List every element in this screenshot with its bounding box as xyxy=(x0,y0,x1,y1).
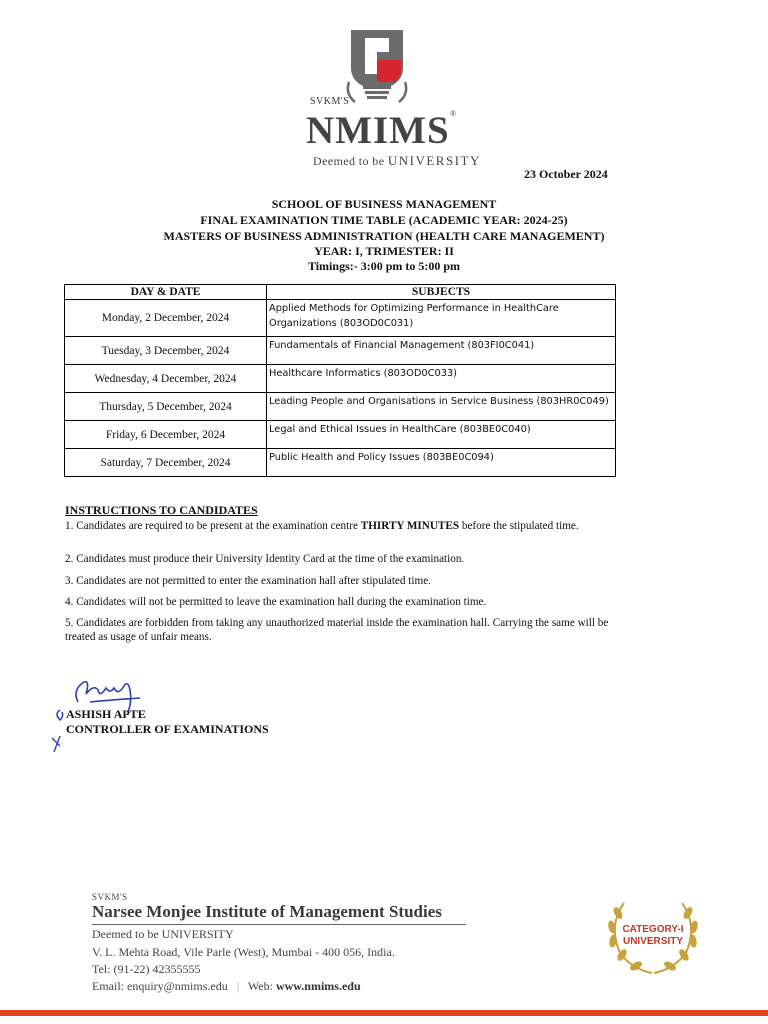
timetable-title: FINAL EXAMINATION TIME TABLE (ACADEMIC YEAR: 2024-25) xyxy=(200,213,568,227)
exam-day: Saturday, 7 December, 2024 xyxy=(65,449,267,477)
badge-line2: UNIVERSITY xyxy=(622,936,684,947)
footer-tel: Tel: (91-22) 42355555 xyxy=(92,962,201,976)
table-row xyxy=(65,449,616,477)
exam-subject: Leading People and Organisations in Service Business (803HR0C049) xyxy=(267,393,616,421)
program-name: MASTERS OF BUSINESS ADMINISTRATION (HEALTH CARE MANAGEMENT) xyxy=(163,229,605,243)
year-trimester: YEAR: I, TRIMESTER: II xyxy=(314,244,454,258)
footer-web-label: Web: xyxy=(247,979,273,993)
timings: Timings:- 3:00 pm to 5:00 pm xyxy=(307,259,461,273)
instructions-title: INSTRUCTIONS TO CANDIDATES xyxy=(65,503,258,517)
instruction-item: 4. Candidates will not be permitted to leave the examination hall during the examination time. xyxy=(65,596,487,608)
instruction-item: 5. Candidates are forbidden from taking any unauthorized material inside the examination hall. Carrying the same will be treated as usage of unfair means. xyxy=(65,617,609,643)
registered-mark: ® xyxy=(450,109,457,118)
footer-divider xyxy=(92,924,466,925)
table-row xyxy=(65,365,616,393)
logo-nmims-text: NMIMS xyxy=(306,109,450,152)
footer-email[interactable]: Email: enquiry@nmims.edu xyxy=(92,979,228,993)
exam-day: Monday, 2 December, 2024 xyxy=(65,300,267,337)
nmims-logo xyxy=(343,28,411,114)
column-header-day-date: DAY & DATE xyxy=(65,285,267,300)
table-row xyxy=(65,300,616,337)
footer-svkm: SVKM'S xyxy=(92,892,128,902)
footer-institute-name: Narsee Monjee Institute of Management Studies xyxy=(92,902,442,921)
exam-subject: Legal and Ethical Issues in HealthCare (803BE0C040) xyxy=(267,421,616,449)
exam-subject: Fundamentals of Financial Management (803FI0C041) xyxy=(267,337,616,365)
footer-address: V. L. Mehta Road, Vile Parle (West), Mumbai - 400 056, India. xyxy=(92,945,395,959)
exam-subject: Applied Methods for Optimizing Performance in HealthCare Organizations (803OD0C031) xyxy=(267,300,616,337)
table-row xyxy=(65,393,616,421)
footer-color-bar xyxy=(0,1010,768,1016)
instruction-item: 3. Candidates are not permitted to enter the examination hall after stipulated time. xyxy=(65,575,431,587)
exam-timetable xyxy=(64,284,616,477)
instruction-item: 2. Candidates must produce their University Identity Card at the time of the examination. xyxy=(65,553,465,565)
school-name: SCHOOL OF BUSINESS MANAGEMENT xyxy=(271,197,497,211)
signatory-title: CONTROLLER OF EXAMINATIONS xyxy=(66,722,269,736)
footer-deemed: Deemed to be UNIVERSITY xyxy=(92,927,234,941)
exam-subject: Healthcare Informatics (803OD0C033) xyxy=(267,365,616,393)
footer-separator: | xyxy=(236,979,240,993)
footer-contact xyxy=(92,979,361,994)
signatory-name: ASHISH APTE xyxy=(66,707,146,721)
instruction-item: 1. Candidates are required to be present at the examination centre THIRTY MINUTES before the stipulated time. xyxy=(65,520,579,532)
exam-day: Wednesday, 4 December, 2024 xyxy=(65,365,267,393)
exam-day: Friday, 6 December, 2024 xyxy=(65,421,267,449)
table-row xyxy=(65,337,616,365)
category-badge xyxy=(598,895,708,977)
table-header-row xyxy=(65,285,616,300)
footer-website[interactable]: www.nmims.edu xyxy=(275,979,361,993)
badge-line1: CATEGORY-I xyxy=(622,924,684,935)
logo-deemed-text: Deemed to be UNIVERSITY xyxy=(313,153,481,168)
document-date: 23 October 2024 xyxy=(524,167,608,181)
table-row xyxy=(65,421,616,449)
exam-day: Thursday, 5 December, 2024 xyxy=(65,393,267,421)
exam-day: Tuesday, 3 December, 2024 xyxy=(65,337,267,365)
exam-subject: Public Health and Policy Issues (803BE0C094) xyxy=(267,449,616,477)
column-header-subjects: SUBJECTS xyxy=(267,285,616,300)
logo-svkm-text: SVKM'S xyxy=(310,96,350,107)
